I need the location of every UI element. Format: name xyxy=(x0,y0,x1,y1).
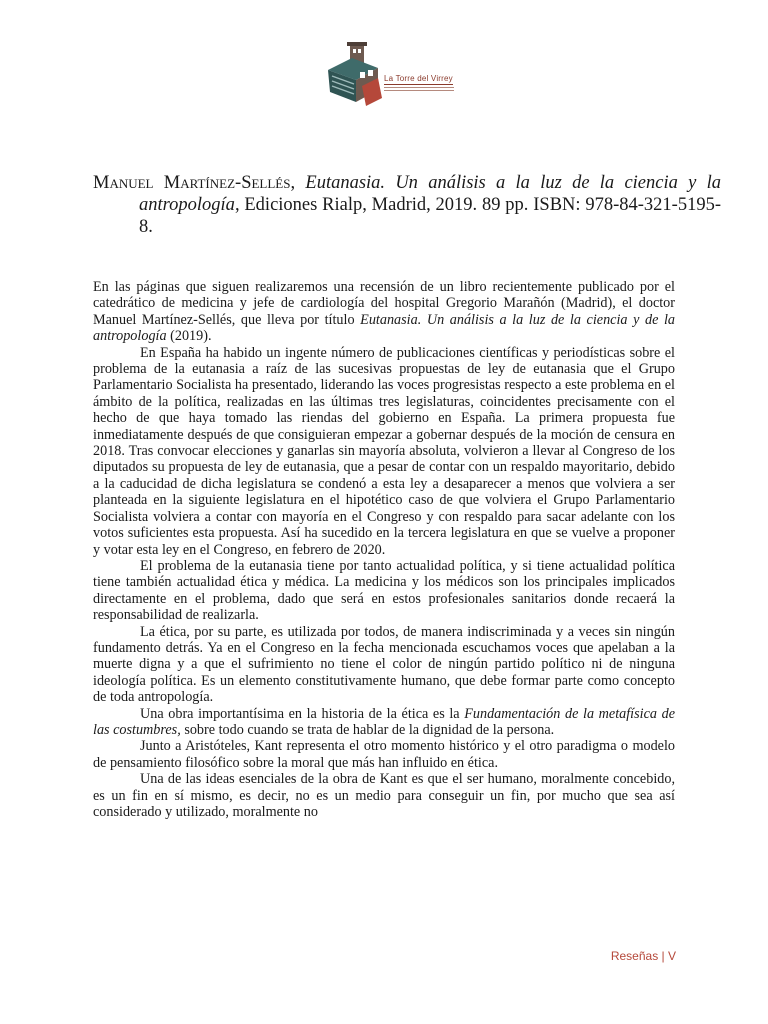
logo-wordmark: La Torre del Virrey xyxy=(384,74,453,83)
paragraph: Junto a Aristóteles, Kant representa el otro momento histórico y el otro paradigma o modelo de pensamiento filosófico sobre la moral que más han influido en ética. xyxy=(93,738,675,771)
page-footer: Reseñas | V xyxy=(610,949,676,963)
paragraph: Una de las ideas esenciales de la obra de Kant es que el ser humano, moralmente concebido, es un fin en sí mismo, es decir, no es un medio para conseguir un fin, por mucho que sea así considerado y utilizado, moralmente no xyxy=(93,771,675,820)
logo-underline xyxy=(384,87,454,91)
paragraph: El problema de la eutanasia tiene por tanto actualidad política, y si tiene actualidad política tiene también actualidad ética y médica. La medicina y los médicos son los principales implicados directamente en el problema, dado que será en estos profesionales sanitarios donde recaerá la responsabilidad de realizarla. xyxy=(93,557,675,624)
paragraph: Una obra importantísima en la historia de la ética es la Fundamentación de la metafísica de las costumbres, sobre todo cuando se trata de hablar de la dignidad de la persona. xyxy=(93,705,675,738)
review-body xyxy=(93,279,675,820)
review-heading xyxy=(93,172,721,238)
book-title: Eutanasia. Un análisis a la luz de la ciencia y la antropología xyxy=(139,173,722,215)
book-details: , Ediciones Rialp, Madrid, 2019. 89 pp. ISBN: 978-84-321-5195-8. xyxy=(139,195,721,237)
journal-logo xyxy=(322,40,462,110)
paragraph: En España ha habido un ingente número de publicaciones científicas y periodísticas sobre el problema de la eutanasia a raíz de las sucesivas propuestas de ley de eutanasia que el Grupo Parlamentario Socialista ha presentado, liderando las voces progresistas respecto a este problema en el ámbito de la política, realizadas en las últimas tres legislaturas, coincidentes precisamente con el hecho de que haya tomado las riendas del gobierno en España. La primera propuesta fue inmediatamente después de que consiguieran empezar a gobernar después de la moción de censura en 2018. Tras convocar elecciones y ganarlas sin mayoría absoluta, volvieron a llevar al Congreso de los diputados su propuesta de ley de eutanasia, que a pesar de contar con un respaldo mayoritario, debido a la caducidad de dicha legislatura se condenó a esta ley a desaparecer a menos que volviera a ser planteada en la siguiente legislatura en el hipotético caso de que volviera el Grupo Parlamentario Socialista volviera a contar con mayoría en el Congreso y con respaldo para sacar adelante con los votos suficientes esta propuesta. Así ha sucedido en la tercera legislatura en que se vuelve a proponer y votar esta ley en el Congreso, en febrero de 2020. xyxy=(93,344,675,558)
tower-house-icon xyxy=(322,40,386,108)
paragraph: La ética, por su parte, es utilizada por todos, de manera indiscriminada y a veces sin ningún fundamento detrás. Ya en el Congreso en la fecha mencionada escuchamos voces que apelaban a la muerte digna y a que el sufrimiento no tiene el color de ningún partido político ni de ninguna ideología política. Es un elemento constitutivamente humano, que debe formar parte como concepto de toda antropología. xyxy=(93,623,675,706)
book-author: Manuel Martínez-Sellés xyxy=(93,173,291,193)
paragraph: En las páginas que siguen realizaremos una recensión de un libro recientemente publicado por el catedrático de medicina y jefe de cardiología del hospital Gregorio Marañón (Madrid), el doctor Manuel Martínez-Sellés, que lleva por título Eutanasia. Un análisis a la luz de la ciencia y de la antropología (2019). xyxy=(93,279,675,345)
heading-separator: , xyxy=(290,173,306,193)
